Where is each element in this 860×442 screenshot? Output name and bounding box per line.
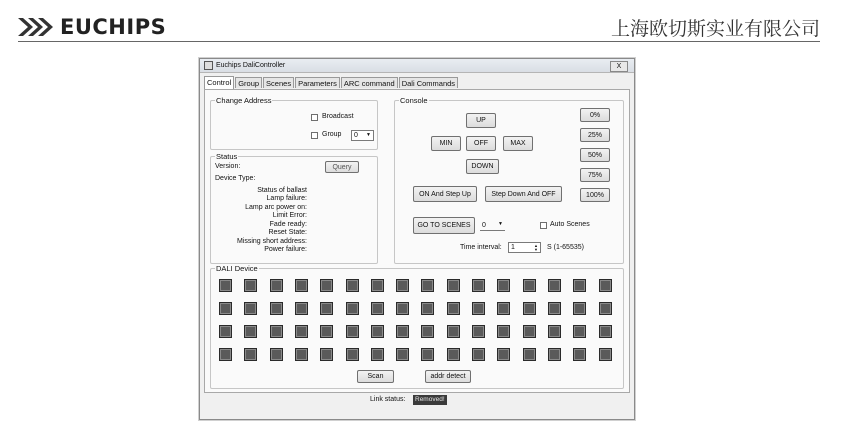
spinner-arrows-icon[interactable]: ▲ ▼ <box>534 243 538 252</box>
status-line: Lamp arc power on: <box>245 204 307 211</box>
link-status-label: Link status: <box>370 396 406 403</box>
percent-100-button[interactable]: 100% <box>580 188 610 202</box>
dali-device-slot[interactable] <box>219 302 232 315</box>
dali-device-slot[interactable] <box>497 348 510 361</box>
dali-device-slot[interactable] <box>523 348 536 361</box>
tab-bar <box>204 77 459 89</box>
percent-50-button[interactable]: 50% <box>580 148 610 162</box>
dali-device-slot[interactable] <box>472 348 485 361</box>
euchips-logo <box>18 14 166 40</box>
off-button[interactable]: OFF <box>466 136 496 151</box>
control-tab-pane <box>204 89 630 393</box>
dali-device-slot[interactable] <box>573 302 586 315</box>
app-icon <box>204 61 213 70</box>
time-interval-value: 1 <box>511 244 515 251</box>
broadcast-checkbox[interactable] <box>311 114 318 121</box>
status-line: Status of ballast <box>257 187 307 194</box>
dali-device-slot[interactable] <box>472 302 485 315</box>
tab-control[interactable]: Control <box>204 76 234 89</box>
header-divider <box>18 41 820 42</box>
dali-device-slot[interactable] <box>219 325 232 338</box>
dali-device-slot[interactable] <box>548 279 561 292</box>
dali-device-slot[interactable] <box>244 279 257 292</box>
tab-scenes[interactable]: Scenes <box>263 77 294 88</box>
dali-device-slot[interactable] <box>548 348 561 361</box>
dali-device-slot[interactable] <box>219 279 232 292</box>
dali-device-slot[interactable] <box>548 302 561 315</box>
dali-device-slot[interactable] <box>421 325 434 338</box>
broadcast-label: Broadcast <box>322 113 354 120</box>
dali-device-slot[interactable] <box>497 325 510 338</box>
link-status-badge: Removed! <box>415 396 445 403</box>
dali-device-slot[interactable] <box>421 302 434 315</box>
close-button[interactable]: X <box>610 61 628 72</box>
dali-device-slot[interactable] <box>599 302 612 315</box>
title-bar <box>200 59 634 73</box>
dali-device-slot[interactable] <box>346 348 359 361</box>
dali-device-title: DALI Device <box>216 264 258 273</box>
dali-device-slot[interactable] <box>573 348 586 361</box>
dali-device-slot[interactable] <box>244 302 257 315</box>
dali-device-slot[interactable] <box>346 279 359 292</box>
dali-device-slot[interactable] <box>523 279 536 292</box>
dali-device-slot[interactable] <box>472 325 485 338</box>
dali-device-slot[interactable] <box>447 348 460 361</box>
dali-device-slot[interactable] <box>447 279 460 292</box>
auto-scenes-checkbox[interactable] <box>540 222 547 229</box>
console-title: Console <box>400 96 428 105</box>
time-interval-unit: S (1-65535) <box>547 244 584 251</box>
percent-75-button[interactable]: 75% <box>580 168 610 182</box>
addr-detect-button[interactable]: addr detect <box>425 370 471 383</box>
dali-device-slot[interactable] <box>346 325 359 338</box>
dali-device-slot[interactable] <box>295 279 308 292</box>
tab-arc-command[interactable]: ARC command <box>341 77 398 88</box>
scene-select-value: 0 <box>482 221 486 229</box>
group-select-value: 0 <box>354 132 358 139</box>
on-step-up-button[interactable]: ON And Step Up <box>413 186 477 202</box>
app-window <box>199 58 635 420</box>
status-line: Fade ready: <box>269 221 307 228</box>
dali-device-slot[interactable] <box>523 302 536 315</box>
dali-device-slot[interactable] <box>573 279 586 292</box>
dali-device-slot[interactable] <box>497 279 510 292</box>
status-line: Missing short address: <box>236 238 307 245</box>
scene-select[interactable] <box>480 220 505 231</box>
max-button[interactable]: MAX <box>503 136 533 151</box>
console-group <box>394 96 624 264</box>
status-line: Limit Error: <box>272 212 307 219</box>
dali-device-slot[interactable] <box>295 325 308 338</box>
dali-device-slot[interactable] <box>270 325 283 338</box>
dali-device-slot[interactable] <box>447 325 460 338</box>
go-to-scenes-button[interactable]: GO TO SCENES <box>413 217 475 234</box>
up-button[interactable]: UP <box>466 113 496 128</box>
dali-device-slot[interactable] <box>548 325 561 338</box>
group-select[interactable] <box>351 130 374 141</box>
euchips-chevron-icon <box>18 16 54 38</box>
status-line: Reset State: <box>268 229 307 236</box>
chevron-down-icon: ▼ <box>366 132 371 138</box>
dali-device-slot[interactable] <box>396 348 409 361</box>
dali-device-slot[interactable] <box>371 302 384 315</box>
dali-device-slot[interactable] <box>346 302 359 315</box>
tab-group[interactable]: Group <box>235 77 262 88</box>
brand-name: EUCHIPS <box>60 15 167 39</box>
percent-25-button[interactable]: 25% <box>580 128 610 142</box>
dali-device-slot[interactable] <box>421 348 434 361</box>
query-button[interactable]: Query <box>325 161 359 173</box>
dali-device-slot[interactable] <box>396 302 409 315</box>
dali-device-slot[interactable] <box>270 279 283 292</box>
dali-device-slot[interactable] <box>447 302 460 315</box>
dali-device-slot[interactable] <box>497 302 510 315</box>
dali-device-slot[interactable] <box>295 302 308 315</box>
dali-device-slot[interactable] <box>320 325 333 338</box>
group-label: Group <box>322 131 342 138</box>
dali-device-slot[interactable] <box>421 279 434 292</box>
tab-parameters[interactable]: Parameters <box>295 77 340 88</box>
dali-device-slot[interactable] <box>599 348 612 361</box>
scan-button[interactable]: Scan <box>357 370 394 383</box>
dali-device-slot[interactable] <box>396 325 409 338</box>
min-button[interactable]: MIN <box>431 136 461 151</box>
time-interval-label: Time interval: <box>460 244 502 251</box>
time-interval-spinner[interactable] <box>508 242 541 253</box>
dali-device-slot[interactable] <box>320 348 333 361</box>
change-address-group <box>210 96 378 150</box>
dali-device-slot[interactable] <box>371 325 384 338</box>
dali-device-slot[interactable] <box>320 279 333 292</box>
auto-scenes-label: Auto Scenes <box>550 221 590 228</box>
version-label: Version: <box>215 163 241 170</box>
dali-device-slot[interactable] <box>472 279 485 292</box>
dali-device-slot[interactable] <box>270 302 283 315</box>
dali-device-slot[interactable] <box>396 279 409 292</box>
dali-device-slot[interactable] <box>219 348 232 361</box>
status-group <box>210 152 378 264</box>
step-down-off-button[interactable]: Step Down And OFF <box>485 186 562 202</box>
dali-device-slot[interactable] <box>295 348 308 361</box>
dali-device-slot[interactable] <box>599 325 612 338</box>
tab-dali-commands[interactable]: Dali Commands <box>399 77 458 88</box>
down-button[interactable]: DOWN <box>466 159 499 174</box>
status-line: Lamp failure: <box>266 195 307 202</box>
change-address-title: Change Address <box>216 96 272 105</box>
dali-device-slot[interactable] <box>371 279 384 292</box>
dali-device-slot[interactable] <box>371 348 384 361</box>
window-title: Euchips DaliController <box>216 62 286 69</box>
chevron-down-icon: ▼ <box>498 221 503 227</box>
dali-device-slot[interactable] <box>270 348 283 361</box>
group-checkbox[interactable] <box>311 132 318 139</box>
dali-device-group <box>210 264 624 389</box>
dali-device-slot[interactable] <box>244 348 257 361</box>
status-title: Status <box>216 152 238 161</box>
dali-device-slot[interactable] <box>599 279 612 292</box>
dali-device-slot[interactable] <box>523 325 536 338</box>
company-name: 上海欧切斯实业有限公司 <box>610 18 820 40</box>
dali-device-slot[interactable] <box>244 325 257 338</box>
dali-device-slot[interactable] <box>573 325 586 338</box>
dali-device-slot[interactable] <box>320 302 333 315</box>
status-line: Power failure: <box>264 246 307 253</box>
device-type-label: Device Type: <box>215 175 256 182</box>
percent-0-button[interactable]: 0% <box>580 108 610 122</box>
